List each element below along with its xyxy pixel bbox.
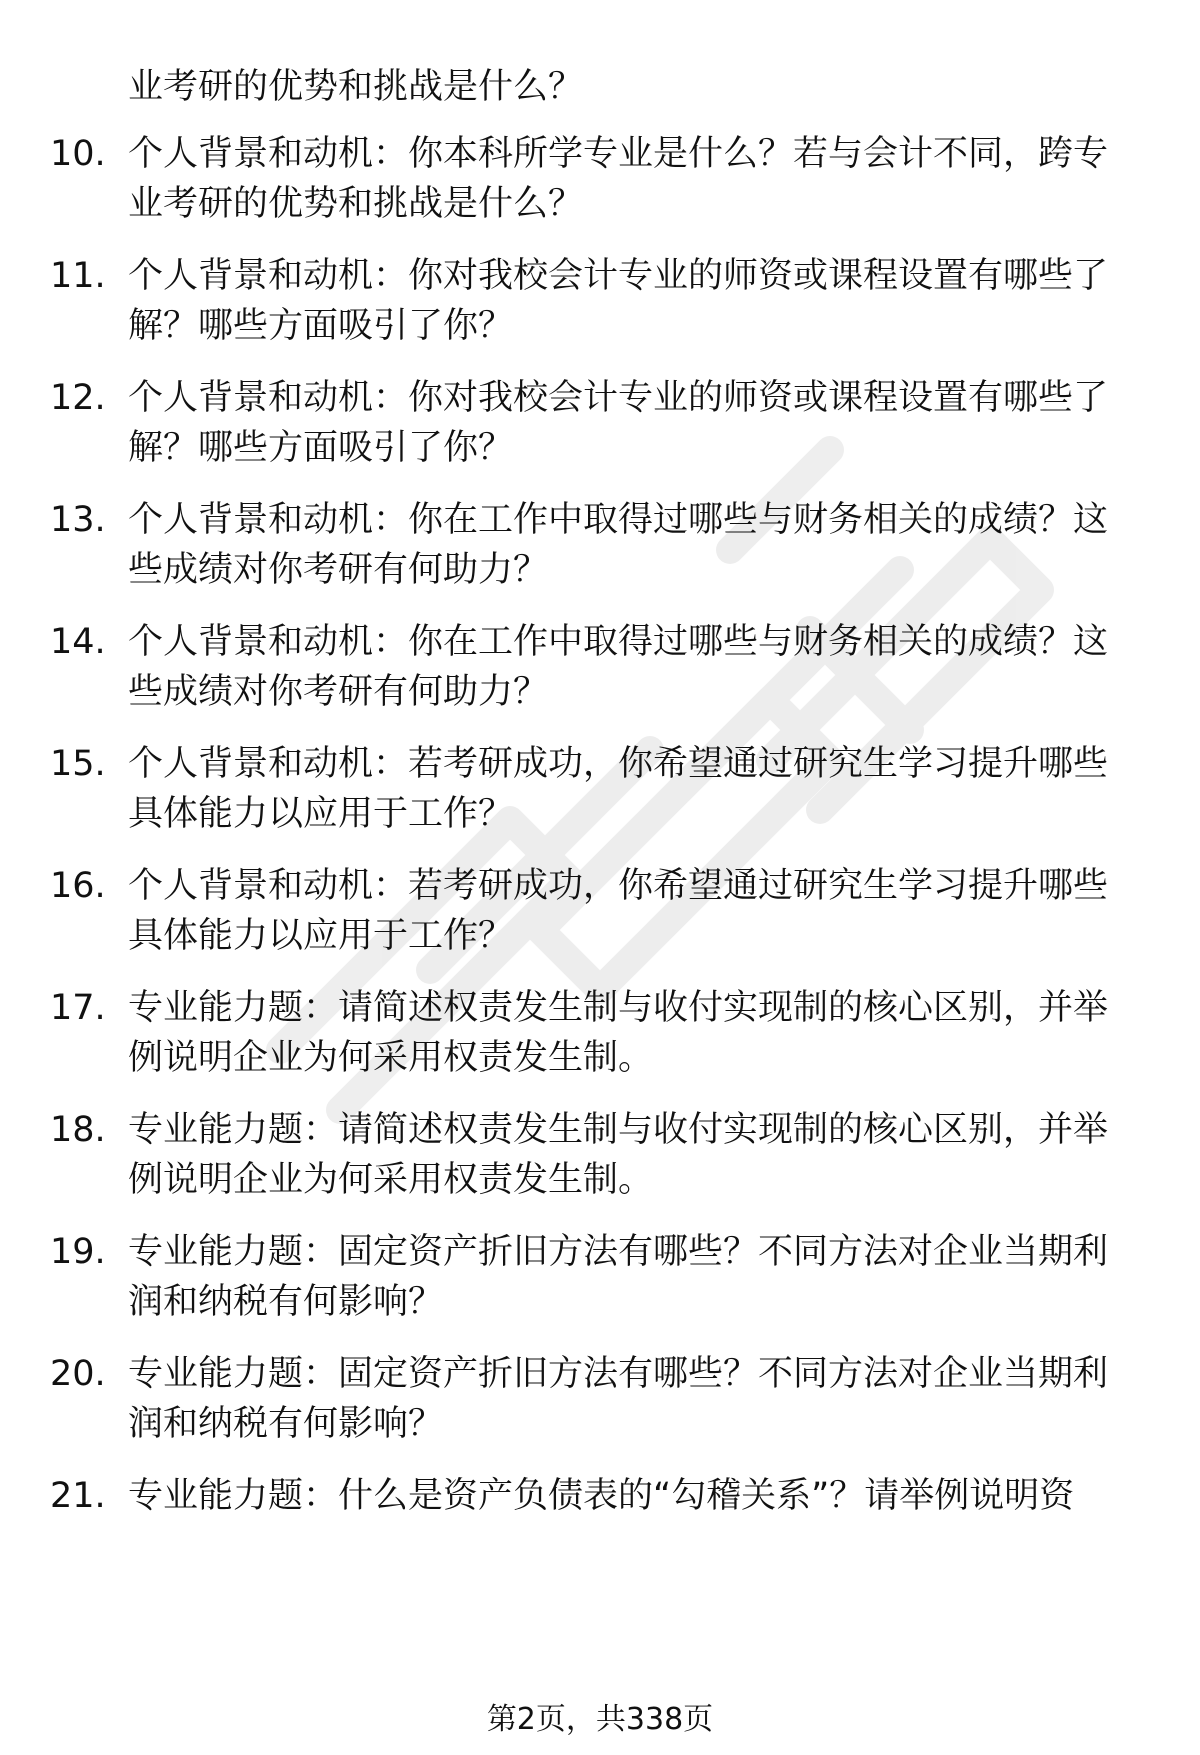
question-item: [50, 373, 1140, 473]
question-number: 19.: [50, 1232, 106, 1272]
question-text: 专业能力题：请简述权责发生制与收付实现制的核心区别，并举例说明企业为何采用权责发生制。: [128, 1110, 1109, 1200]
question-item: [50, 1105, 1140, 1205]
question-item: [50, 495, 1140, 595]
question-item: [50, 861, 1140, 961]
question-number: 15.: [50, 744, 106, 784]
question-number: 13.: [50, 500, 106, 540]
question-number: 16.: [50, 866, 106, 906]
question-item: [50, 617, 1140, 717]
question-item: [50, 983, 1140, 1083]
question-text: 个人背景和动机：你对我校会计专业的师资或课程设置有哪些了解？哪些方面吸引了你？: [128, 256, 1109, 346]
question-text: 专业能力题：固定资产折旧方法有哪些？不同方法对企业当期利润和纳税有何影响？: [128, 1354, 1109, 1444]
question-text: 个人背景和动机：你对我校会计专业的师资或课程设置有哪些了解？哪些方面吸引了你？: [128, 378, 1109, 468]
page-footer: 第2页，共338页: [486, 1702, 714, 1737]
question-text: 个人背景和动机：若考研成功，你希望通过研究生学习提升哪些具体能力以应用于工作？: [128, 744, 1109, 834]
question-item: [50, 1349, 1140, 1449]
question-text: 个人背景和动机：你在工作中取得过哪些与财务相关的成绩？这些成绩对你考研有何助力？: [128, 622, 1109, 712]
question-text: 专业能力题：什么是资产负债表的“勾稽关系”？请举例说明资: [128, 1476, 1075, 1516]
question-number: 18.: [50, 1110, 106, 1150]
question-item: [50, 1471, 1140, 1521]
question-number: 11.: [50, 256, 106, 296]
question-text: 个人背景和动机：你本科所学专业是什么？若与会计不同，跨专业考研的优势和挑战是什么？: [128, 134, 1109, 224]
question-text: 个人背景和动机：若考研成功，你希望通过研究生学习提升哪些具体能力以应用于工作？: [128, 866, 1109, 956]
question-item: [50, 129, 1140, 229]
question-number: 20.: [50, 1354, 106, 1394]
question-number: 21.: [50, 1476, 106, 1516]
question-item: [50, 1227, 1140, 1327]
question-number: 10.: [50, 134, 106, 174]
question-text: 专业能力题：固定资产折旧方法有哪些？不同方法对企业当期利润和纳税有何影响？: [128, 1232, 1109, 1322]
continued-question-text: 业考研的优势和挑战是什么？: [128, 67, 584, 107]
question-number: 17.: [50, 988, 106, 1028]
question-number: 14.: [50, 622, 106, 662]
question-text: 个人背景和动机：你在工作中取得过哪些与财务相关的成绩？这些成绩对你考研有何助力？: [128, 500, 1109, 590]
question-number: 12.: [50, 378, 106, 418]
question-item: [50, 739, 1140, 839]
question-text: 专业能力题：请简述权责发生制与收付实现制的核心区别，并举例说明企业为何采用权责发生制。: [128, 988, 1109, 1078]
question-item: [50, 251, 1140, 351]
